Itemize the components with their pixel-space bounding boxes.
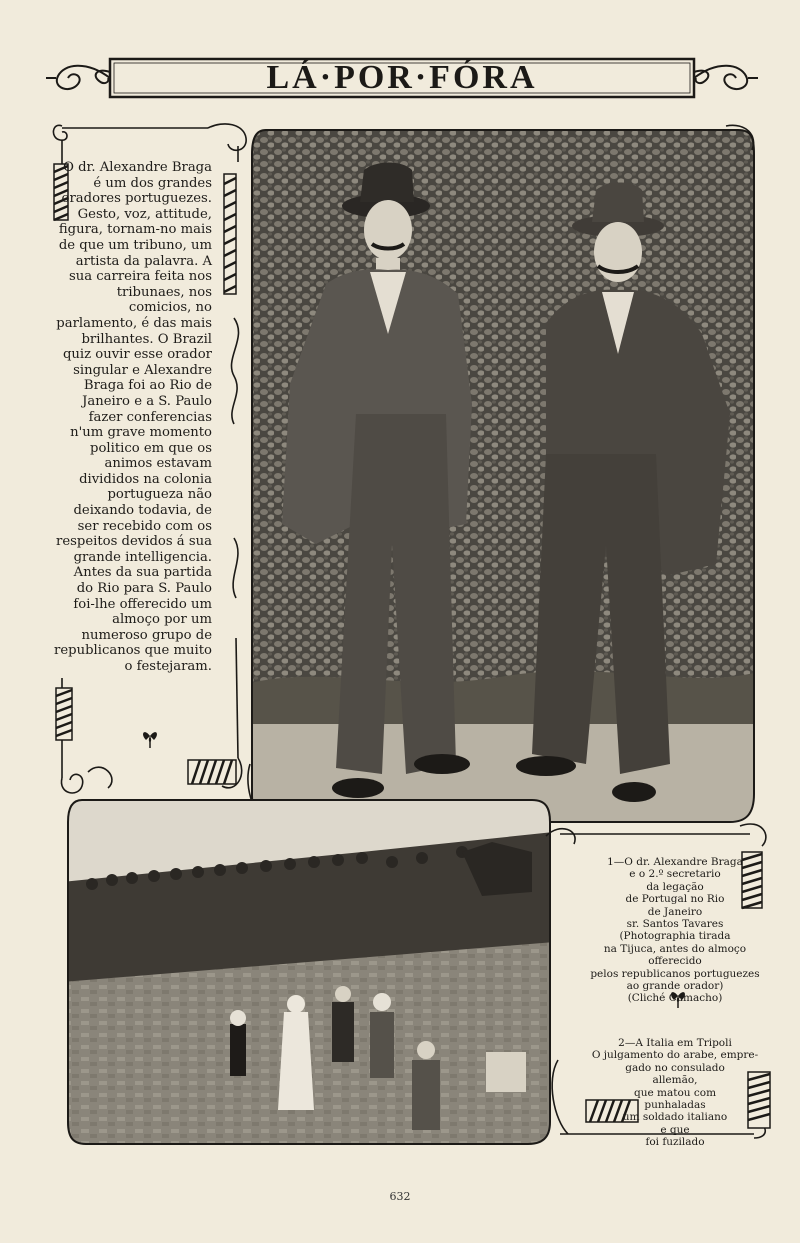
article-paragraph-2: Antes da sua partida do Rio para S. Paulo foi-lhe offerecido um almoço por um numeroso grupo de republicanos que muito o festejaram. xyxy=(54,565,212,674)
masthead-title: LÁ·POR·FÓRA xyxy=(266,59,538,96)
caption-line: allemão, xyxy=(652,1074,698,1087)
caption-photo-2 xyxy=(580,1037,770,1149)
caption-line: O julgamento do arabe, empre- xyxy=(591,1049,759,1062)
photo-captions xyxy=(580,856,770,1149)
caption-line: punhaladas xyxy=(644,1098,706,1111)
caption-line: e que xyxy=(660,1123,690,1136)
photo-braga-and-tavares xyxy=(246,124,758,828)
striped-bar-right-top xyxy=(224,174,236,294)
caption-photo-1 xyxy=(580,856,770,1005)
caption-line: sr. Santos Tavares xyxy=(626,918,724,931)
caption-line: 1—O dr. Alexandre Braga xyxy=(607,856,743,868)
caption-line: pelos republicanos portuguezes xyxy=(590,967,760,980)
striped-bar-left-bottom xyxy=(56,688,72,740)
caption-line: offerecido xyxy=(648,955,702,968)
article-paragraph-1: O dr. Alexandre Braga é um dos grandes oradores portuguezes. Gesto, voz, attitude, figura, tornam-no mais de que um tribuno, um artista da palavra. A sua carreira feita nos tribunaes, nos comicios, no parlamento, é das mais brilhantes. O Brazil quiz ouvir esse orador singular e Alexandre Braga foi ao Rio de Janeiro e a S. Paulo fazer conferencias n'um grave momento politico em que os animos estavam divididos na colonia portugueza não deixando todavia, de ser recebido com os respeitos devidos á sua grande intelligencia. xyxy=(56,160,212,565)
caption-line: um soldado italiano xyxy=(622,1111,728,1124)
caption-credit: (Cliché Camacho) xyxy=(627,992,723,1005)
caption-line: que matou com xyxy=(633,1086,717,1099)
leaf-ornament-icon xyxy=(143,732,157,748)
article-text xyxy=(52,160,212,675)
caption-line: da legação xyxy=(646,880,704,893)
caption-line: 2—A Italia em Tripoli xyxy=(618,1036,732,1049)
striped-bar-bottom xyxy=(188,760,236,784)
caption-line: ao grande orador) xyxy=(626,980,724,993)
caption-line: de Portugal no Rio xyxy=(625,893,725,906)
caption-line: na Tijuca, antes do almoço xyxy=(603,942,747,955)
caption-line: (Photographia tirada xyxy=(619,930,731,943)
caption-line: de Janeiro xyxy=(647,905,703,918)
masthead xyxy=(46,56,758,100)
caption-line: e o 2.º secretario xyxy=(629,868,721,881)
caption-line: foi fuzilado xyxy=(645,1136,705,1149)
caption-line: gado no consulado xyxy=(625,1061,725,1074)
photo-tripoli-execution xyxy=(62,792,554,1152)
page-number: 632 xyxy=(389,1190,411,1203)
